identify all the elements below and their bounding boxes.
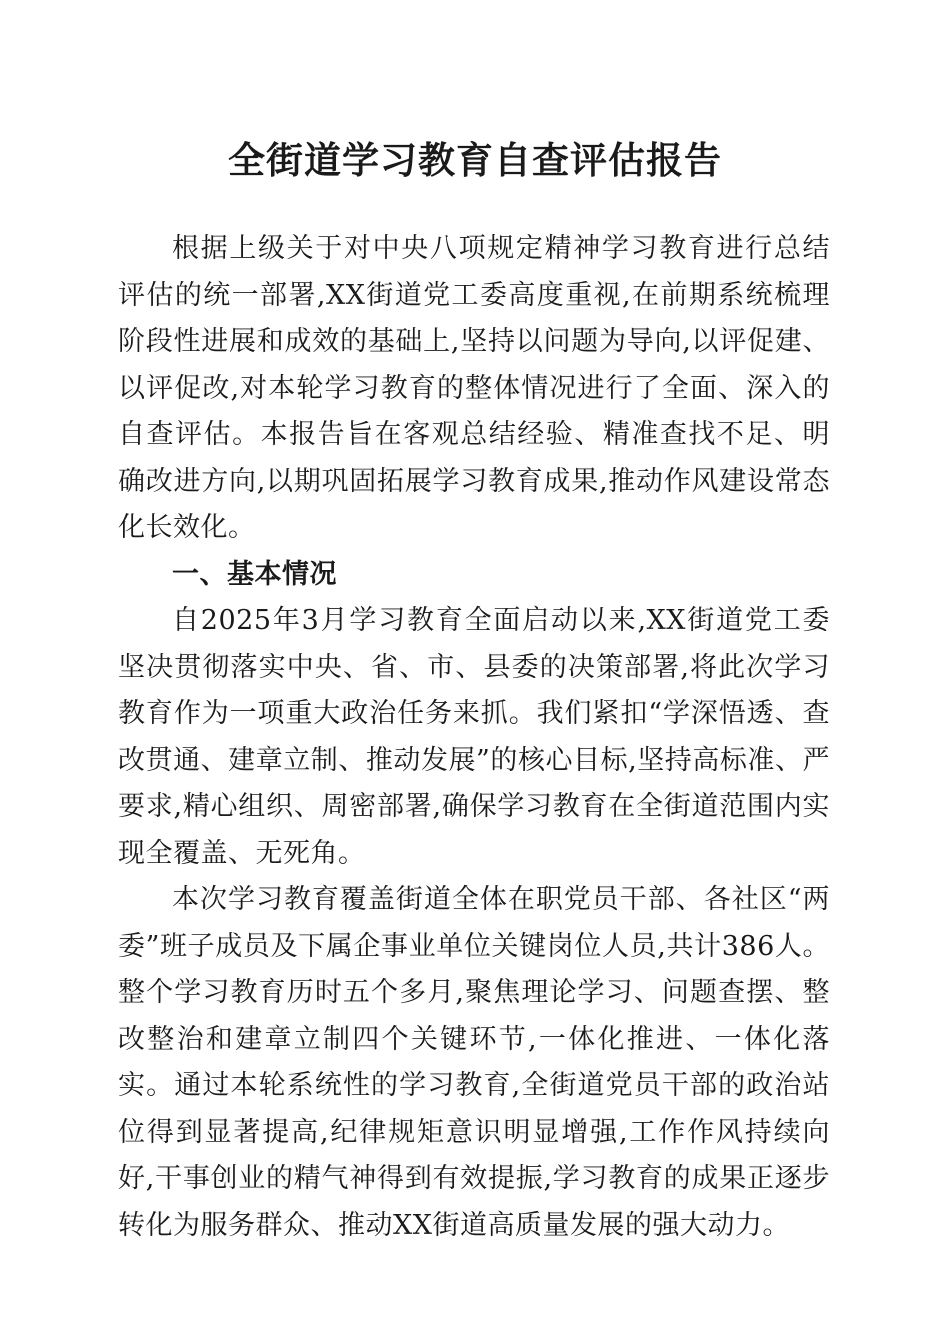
- document-title: 全街道学习教育自查评估报告: [228, 138, 722, 182]
- section-paragraph-2: 本次学习教育覆盖街道全体在职党员干部、各社区“两委”班子成员及下属企事业单位关键岗位人员,共计386人。整个学习教育历时五个多月,聚焦理论学习、问题查摆、整改整治和建章立制四个关键环节,一体化推进、一体化落实。通过本轮系统性的学习教育,全街道党员干部的政治站位得到显著提高,纪律规矩意识明显增强,工作作风持续向好,干事创业的精气神得到有效提振,学习教育的成果正逐步转化为服务群众、推动XX街道高质量发展的强大动力。: [118, 884, 830, 1241]
- section-heading: 一、基本情况: [172, 558, 337, 590]
- intro-paragraph: 根据上级关于对中央八项规定精神学习教育进行总结评估的统一部署,XX街道党工委高度重视,在前期系统梳理阶段性进展和成效的基础上,坚持以问题为导向,以评促建、以评促改,对本轮学习教育的整体情况进行了全面、深入的自查评估。本报告旨在客观总结经验、精准查找不足、明确改进方向,以期巩固拓展学习教育成果,推动作风建设常态化长效化。: [118, 233, 830, 543]
- section-paragraph-1: 自2025年3月学习教育全面启动以来,XX街道党工委坚决贯彻落实中央、省、市、县委的决策部署,将此次学习教育作为一项重大政治任务来抓。我们紧扣“学深悟透、查改贯通、建章立制、推动发展”的核心目标,坚持高标准、严要求,精心组织、周密部署,确保学习教育在全街道范围内实现全覆盖、无死角。: [118, 605, 830, 869]
- document-body: [118, 226, 830, 1249]
